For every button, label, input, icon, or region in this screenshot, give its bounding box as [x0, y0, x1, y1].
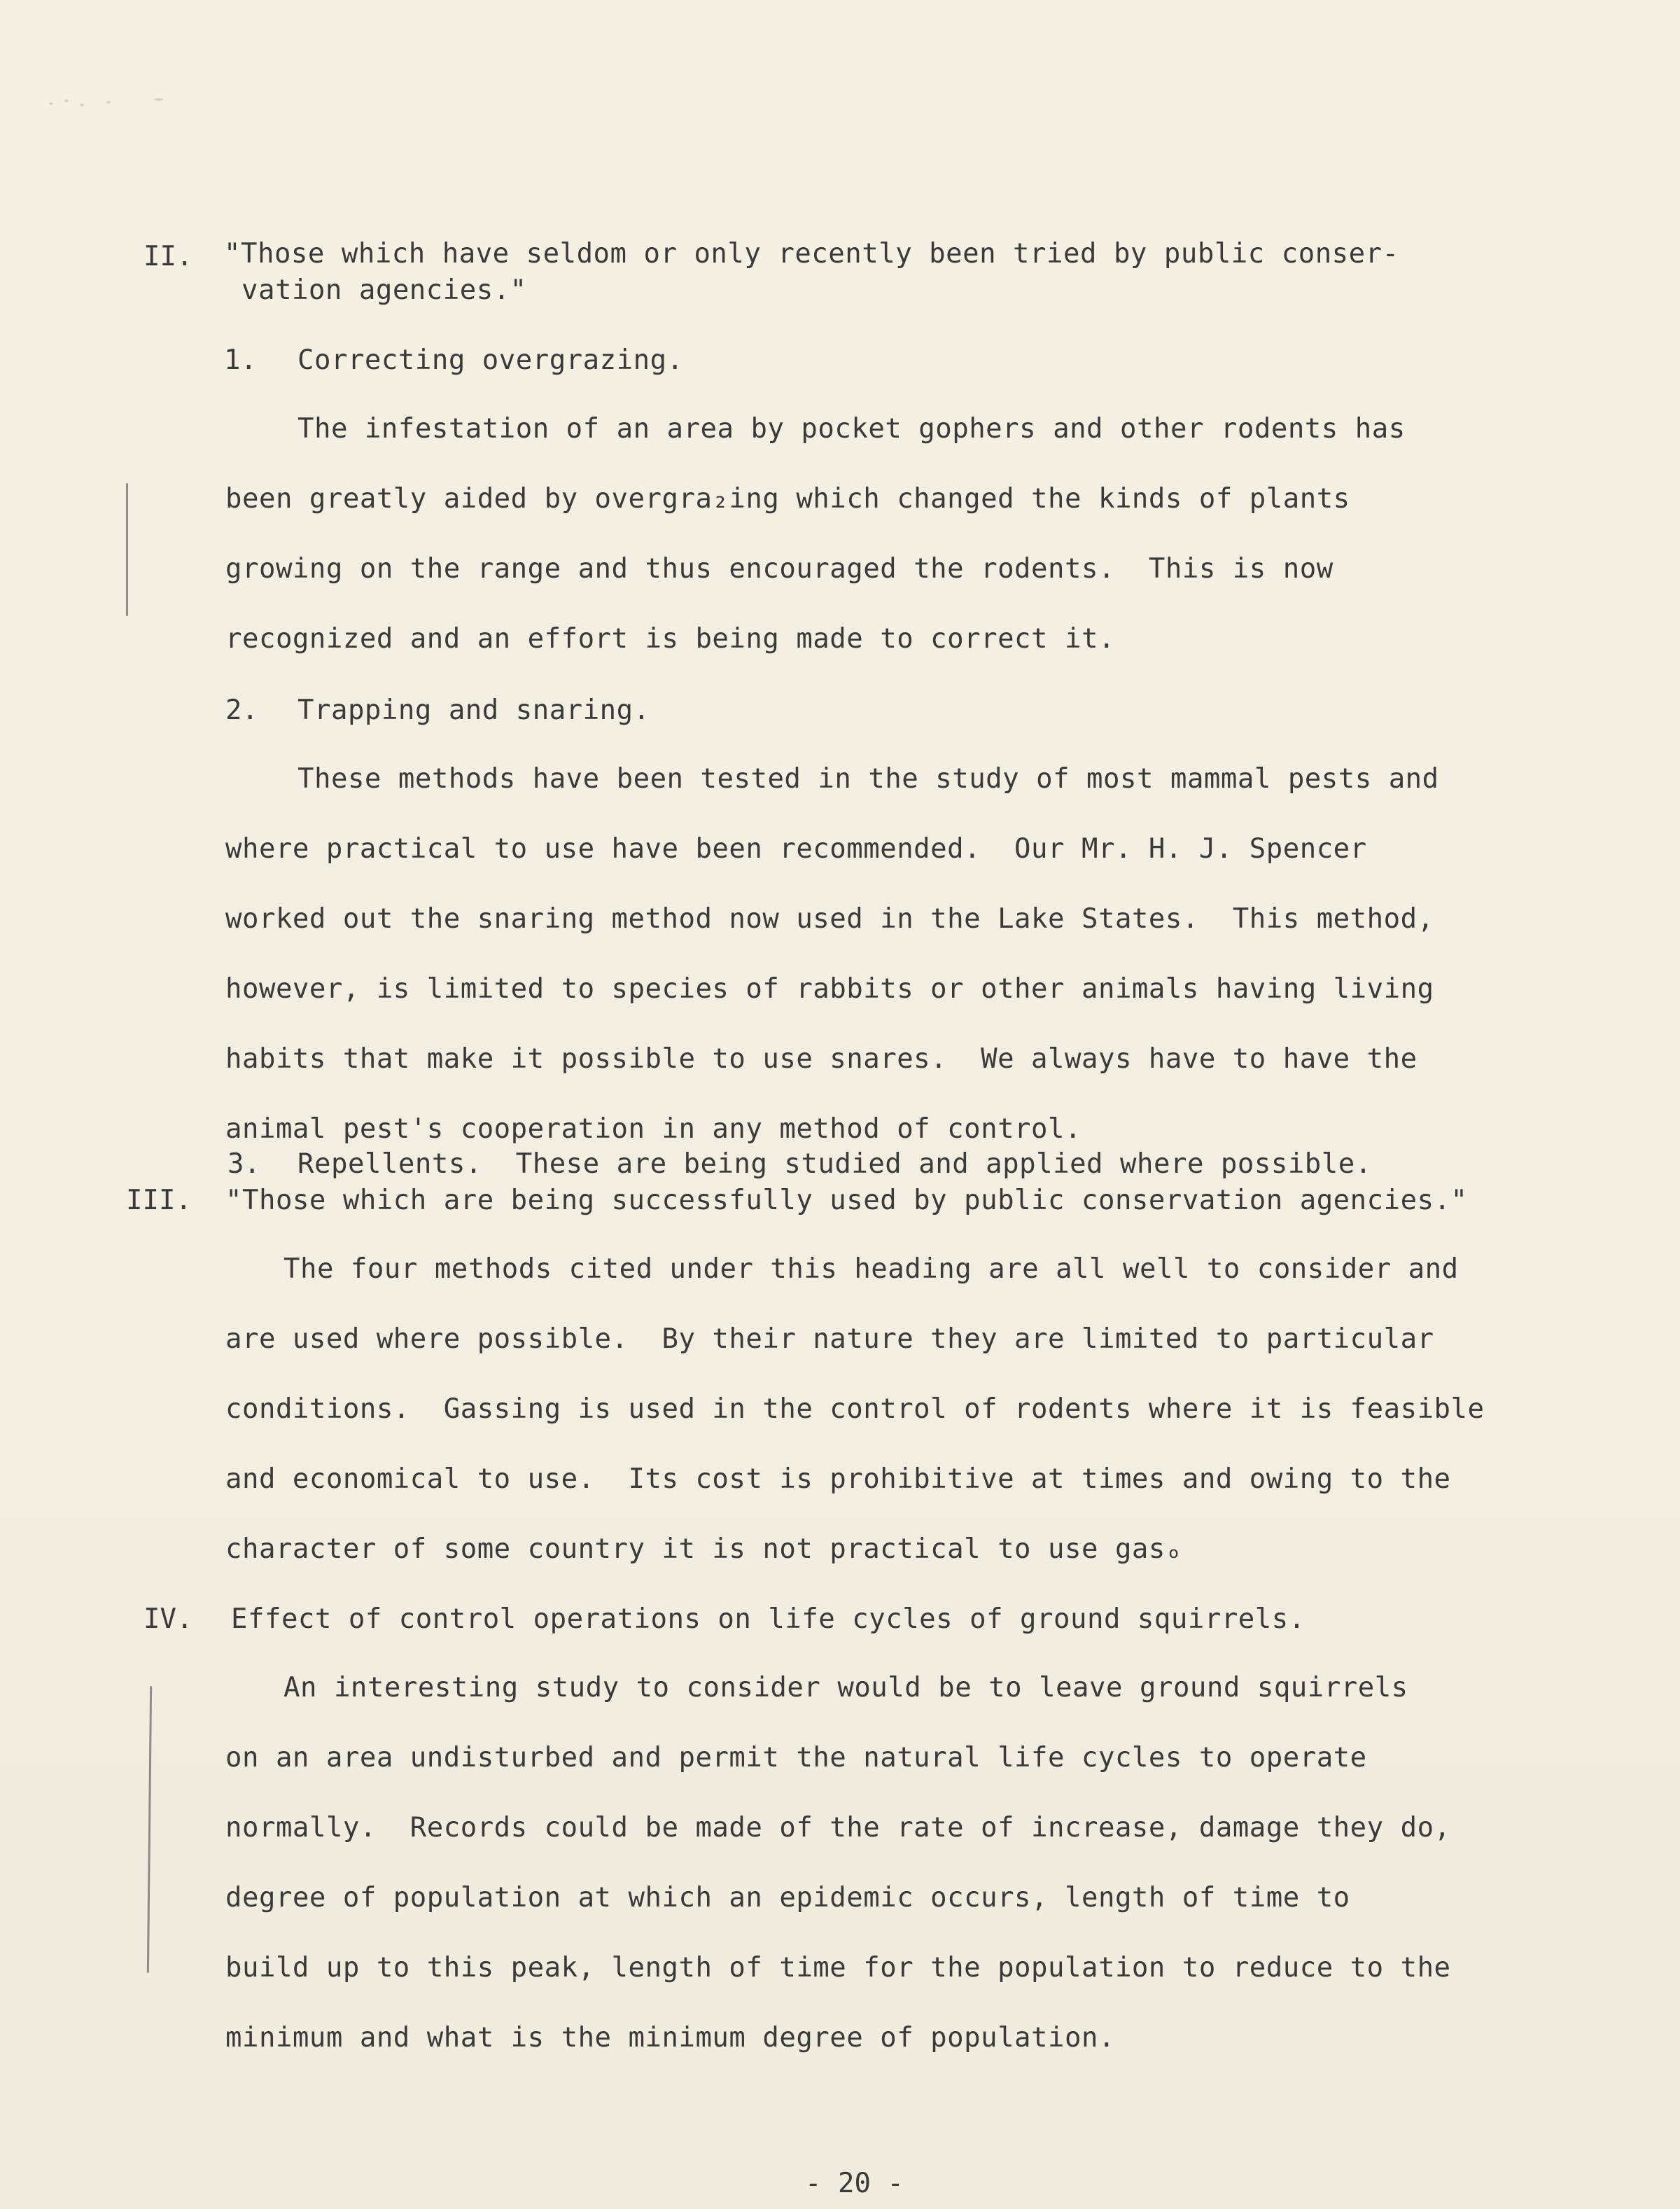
item-2-label: 2. [225, 695, 258, 726]
para-4-line-4: degree of population at which an epidemic occurs, length of time to [225, 1882, 1350, 1914]
item-1-title: Correcting overgrazing. [298, 344, 684, 376]
para-1-line-3: growing on the range and thus encouraged the rodents. This is now [225, 553, 1334, 585]
para-3-line-1: The four methods cited under this heading are all well to consider and [284, 1253, 1459, 1285]
para-1-line-1: The infestation of an area by pocket gophers and other rodents has [298, 413, 1406, 445]
para-3-line-2: are used where possible. By their nature they are limited to particular [225, 1323, 1434, 1355]
item-2-title: Trapping and snaring. [298, 695, 650, 726]
section-numeral-iii: III. [126, 1185, 192, 1216]
para-4-line-6: minimum and what is the minimum degree of population. [225, 2022, 1115, 2054]
section-iv-heading: Effect of control operations on life cycles of ground squirrels. [231, 1603, 1306, 1635]
para-1-line-4: recognized and an effort is being made to correct it. [225, 623, 1115, 655]
para-1-line-2: been greatly aided by overgra₂ing which changed the kinds of plants [225, 483, 1350, 515]
item-1-label: 1. [224, 344, 257, 376]
item-3-label: 3. [227, 1148, 260, 1180]
item-3-text: Repellents. These are being studied and applied where possible. [298, 1148, 1372, 1180]
section-numeral-ii: II. [144, 241, 193, 272]
para-2-line-5: habits that make it possible to use snares. We always have to have the [225, 1043, 1418, 1075]
section-numeral-iv: IV. [144, 1603, 193, 1635]
para-3-line-4: and economical to use. Its cost is prohibitive at times and owing to the [225, 1463, 1451, 1495]
para-3-line-5: character of some country it is not practical to use gasₒ [225, 1533, 1182, 1565]
para-2-line-6: animal pest's cooperation in any method of control. [225, 1113, 1082, 1145]
para-4-line-3: normally. Records could be made of the rate of increase, damage they do, [225, 1812, 1451, 1844]
paper-specks [49, 97, 189, 111]
margin-pencil-mark [126, 483, 128, 616]
section-iii-heading: "Those which are being successfully used by public conservation agencies." [225, 1185, 1468, 1216]
section-ii-heading-line-1: "Those which have seldom or only recently been tried by public conser- [224, 238, 1399, 270]
page-number: - 20 - [805, 2168, 904, 2199]
para-4-line-5: build up to this peak, length of time for the population to reduce to the [225, 1952, 1451, 1984]
section-ii-heading-line-2: vation agencies." [241, 274, 527, 306]
para-2-line-4: however, is limited to species of rabbits or other animals having living [225, 973, 1434, 1005]
para-4-line-1: An interesting study to consider would be to leave ground squirrels [284, 1672, 1408, 1703]
para-3-line-3: conditions. Gassing is used in the control of rodents where it is feasible [225, 1393, 1485, 1425]
para-4-line-2: on an area undisturbed and permit the natural life cycles to operate [225, 1742, 1367, 1774]
margin-pencil-mark [147, 1686, 152, 1973]
para-2-line-2: where practical to use have been recommended. Our Mr. H. J. Spencer [225, 833, 1367, 865]
para-2-line-1: These methods have been tested in the study of most mammal pests and [298, 763, 1439, 795]
para-2-line-3: worked out the snaring method now used in the Lake States. This method, [225, 903, 1434, 935]
